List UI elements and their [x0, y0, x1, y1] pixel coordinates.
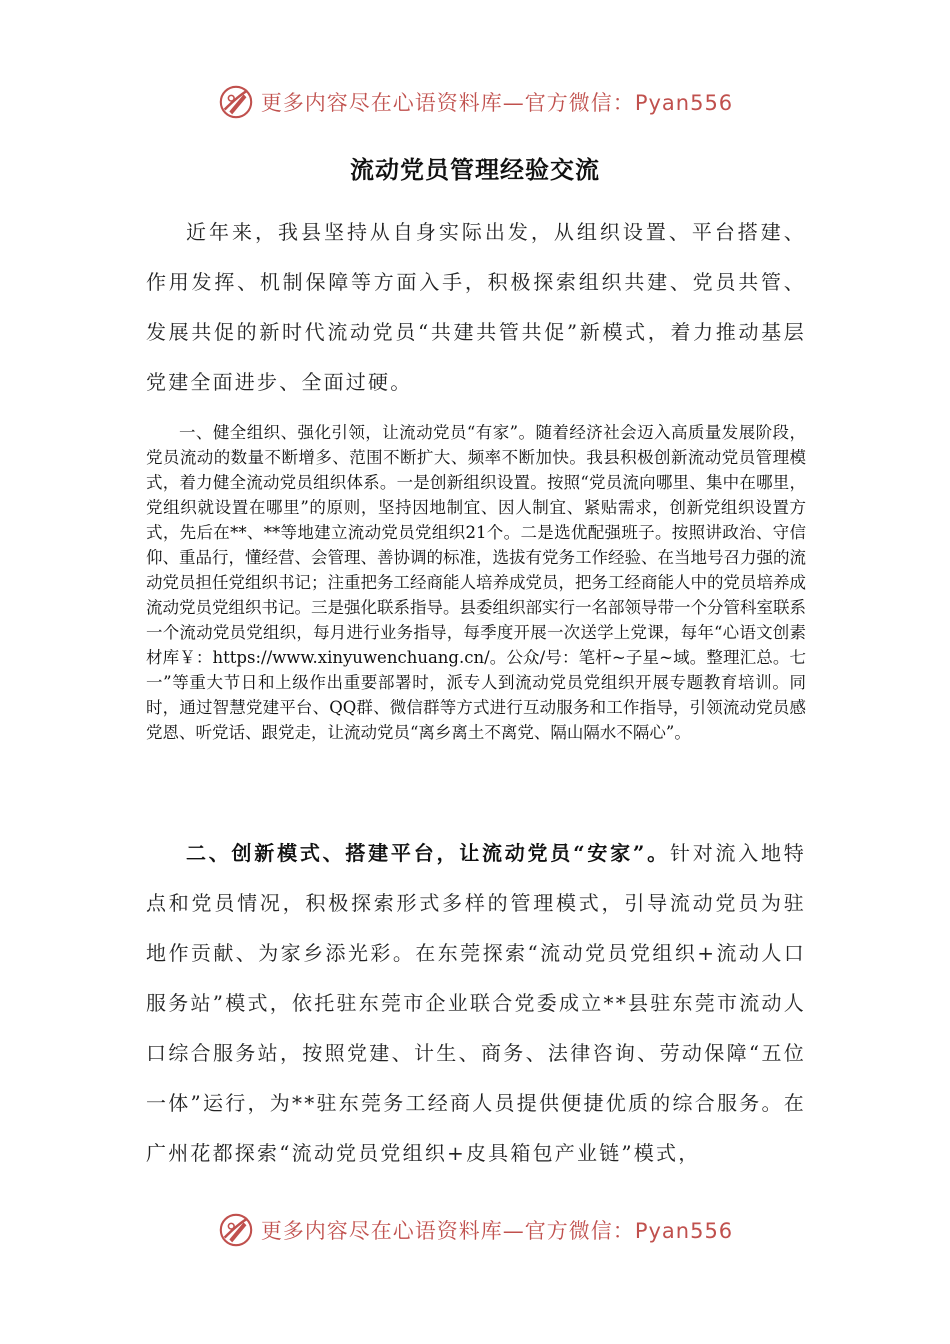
watermark-banner-top: [0, 80, 950, 124]
watermark-banner-bottom: [0, 1208, 950, 1252]
watermark-text: 更多内容尽在心语资料库—官方微信：Pyan556: [260, 1219, 734, 1243]
pen-circle-logo-icon: [217, 83, 255, 121]
pen-circle-logo-icon: [217, 1211, 255, 1249]
section-2-heading: 二、创新模式、搭建平台，让流动党员“安家”。: [186, 841, 670, 865]
document-title: 流动党员管理经验交流: [350, 155, 600, 184]
intro-paragraph: 近年来，我县坚持从自身实际出发，从组织设置、平台搭建、作用发挥、机制保障等方面入手，积极探索组织共建、党员共管、发展共促的新时代流动党员“共建共管共促”新模式，着力推动基层党建全面进步、全面过硬。: [146, 220, 806, 394]
section-2-body: 针对流入地特点和党员情况，积极探索形式多样的管理模式，引导流动党员为驻地作贡献、为家乡添光彩。在东莞探索“流动党员党组织+流动人口服务站”模式，依托驻东莞市企业联合党委成立**县驻东莞市流动人口综合服务站，按照党建、计生、商务、法律咨询、劳动保障“五位一体”运行，为**驻东莞务工经商人员提供便捷优质的综合服务。在广州花都探索“流动党员党组织+皮具箱包产业链”模式，: [146, 841, 806, 1165]
section-1-paragraph: 一、健全组织、强化引领，让流动党员“有家”。随着经济社会迈入高质量发展阶段，党员流动的数量不断增多、范围不断扩大、频率不断加快。我县积极创新流动党员管理模式，着力健全流动党员组织体系。一是创新组织设置。按照“党员流向哪里、集中在哪里，党组织就设置在哪里”的原则，坚持因地制宜、因人制宜、紧贴需求，创新党组织设置方式，先后在**、**等地建立流动党员党组织21个。二是选优配强班子。按照讲政治、守信仰、重品行，懂经营、会管理、善协调的标准，选拔有党务工作经验、在当地号召力强的流动党员担任党组织书记；注重把务工经商能人培养成党员，把务工经商能人中的党员培养成流动党员党组织书记。三是强化联系指导。县委组织部实行一名部领导带一个分管科室联系一个流动党员党组织，每月进行业务指导，每季度开展一次送学上党课，每年“心语文创素材库￥：https://www.xinyuwenchuang.cn/。公众/号：笔杆~子星~域。整理汇总。七一”等重大节日和上级作出重要部署时，派专人到流动党员党组织开展专题教育培训。同时，通过智慧党建平台、QQ群、微信群等方式进行互动服务和工作指导，引领流动党员感党恩、听党话、跟党走，让流动党员“离乡离土不离党、隔山隔水不隔心”。: [146, 423, 806, 742]
section-2-paragraph: [146, 828, 806, 1178]
watermark-text: 更多内容尽在心语资料库—官方微信：Pyan556: [260, 91, 734, 115]
